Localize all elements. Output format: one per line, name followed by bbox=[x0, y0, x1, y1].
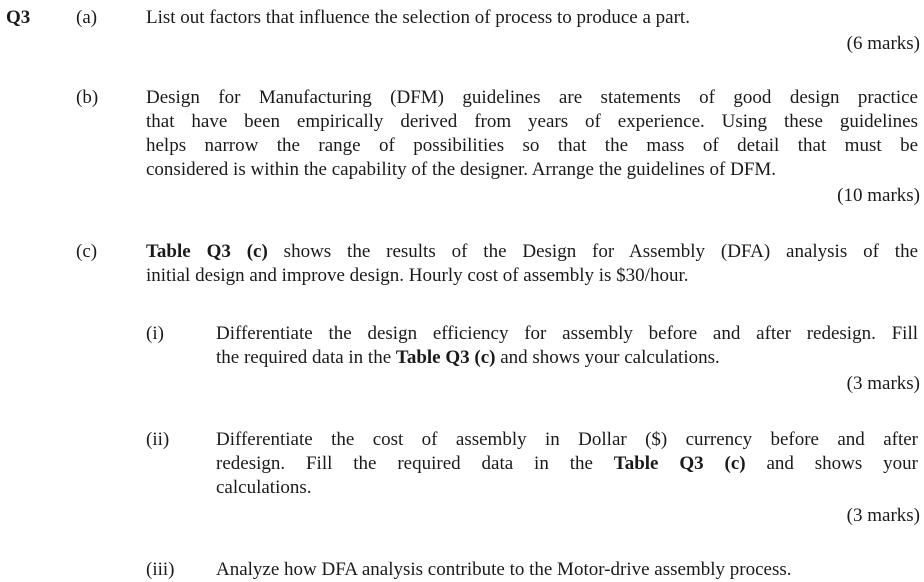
table-reference: Table Q3 (c) bbox=[613, 453, 746, 474]
table-reference: Table Q3 (c) bbox=[146, 241, 268, 262]
sub-i-marks: (3 marks) bbox=[846, 373, 920, 394]
sub-ii-line-2-pre: redesign. Fill the required data in the bbox=[216, 453, 614, 474]
part-b-line-2: that have been empirically derived from years of experience. Using these guidelines bbox=[146, 111, 918, 132]
question-number: Q3 bbox=[6, 7, 31, 28]
sub-iii-label: (iii) bbox=[146, 559, 175, 580]
part-c-label: (c) bbox=[76, 241, 98, 262]
table-reference: Table Q3 (c) bbox=[395, 347, 496, 368]
part-c-intro-rest: shows the results of the Design for Assembly (DFA) analysis of the bbox=[267, 241, 918, 262]
sub-ii-marks: (3 marks) bbox=[846, 505, 920, 526]
sub-iii-line-1: Analyze how DFA analysis contribute to the Motor-drive assembly process. bbox=[216, 559, 792, 580]
sub-i-line-2 bbox=[216, 346, 720, 369]
sub-i-line-1: Differentiate the design efficiency for assembly before and after redesign. Fill bbox=[216, 323, 918, 344]
sub-ii-line-3: calculations. bbox=[216, 477, 312, 498]
sub-i-line-2-post: and shows your calculations. bbox=[495, 347, 720, 368]
part-b-label: (b) bbox=[76, 87, 99, 108]
sub-i-label: (i) bbox=[146, 323, 164, 344]
sub-ii-line-2 bbox=[216, 452, 918, 475]
sub-ii-line-2-post: and shows your bbox=[745, 453, 918, 474]
part-a-marks: (6 marks) bbox=[846, 33, 920, 54]
part-b-line-1: Design for Manufacturing (DFM) guidelines are statements of good design practice bbox=[146, 87, 918, 108]
part-b-line-4: considered is within the capability of the designer. Arrange the guidelines of DFM. bbox=[146, 159, 777, 180]
sub-i-line-2-pre: the required data in the bbox=[216, 347, 396, 368]
part-c-intro-line-2: initial design and improve design. Hourly cost of assembly is $30/hour. bbox=[146, 265, 689, 286]
sub-ii-line-1: Differentiate the cost of assembly in Dollar ($) currency before and after bbox=[216, 429, 918, 450]
part-a-label: (a) bbox=[76, 7, 98, 28]
sub-ii-label: (ii) bbox=[146, 429, 170, 450]
part-a-text: List out factors that influence the selection of process to produce a part. bbox=[146, 7, 690, 28]
part-b-marks: (10 marks) bbox=[837, 185, 920, 206]
part-b-line-3: helps narrow the range of possibilities so that the mass of detail that must be bbox=[146, 135, 918, 156]
part-c-intro-line-1 bbox=[146, 240, 918, 263]
